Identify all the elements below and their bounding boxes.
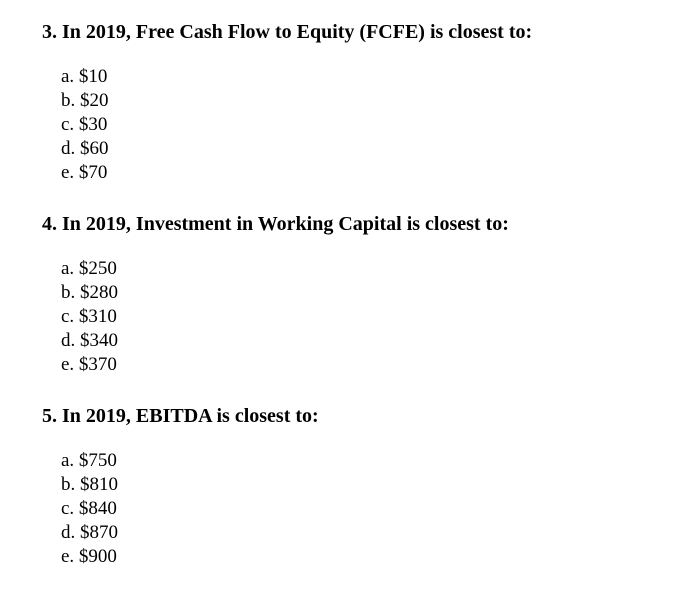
answer-option-c: c. $30: [61, 114, 108, 135]
answer-option-a: a. $250: [61, 258, 117, 279]
answer-options: [61, 65, 109, 185]
answer-option-e: e. $900: [61, 546, 117, 567]
question-title: 5. In 2019, EBITDA is closest to:: [42, 405, 319, 427]
question-title: 4. In 2019, Investment in Working Capital is closest to:: [42, 213, 509, 235]
answer-option-e: e. $370: [61, 354, 117, 375]
answer-option-e: e. $70: [61, 162, 108, 183]
answer-options: [61, 257, 118, 377]
answer-option-d: d. $870: [61, 522, 118, 543]
answer-option-c: c. $840: [61, 498, 117, 519]
answer-option-b: b. $280: [61, 282, 118, 303]
answer-option-b: b. $810: [61, 474, 118, 495]
answer-option-c: c. $310: [61, 306, 117, 327]
answer-option-a: a. $750: [61, 450, 117, 471]
answer-option-d: d. $340: [61, 330, 118, 351]
question-title: 3. In 2019, Free Cash Flow to Equity (FCFE) is closest to:: [42, 21, 533, 43]
answer-option-d: d. $60: [61, 138, 109, 159]
answer-option-b: b. $20: [61, 90, 109, 111]
answer-option-a: a. $10: [61, 66, 108, 87]
answer-options: [61, 449, 118, 569]
